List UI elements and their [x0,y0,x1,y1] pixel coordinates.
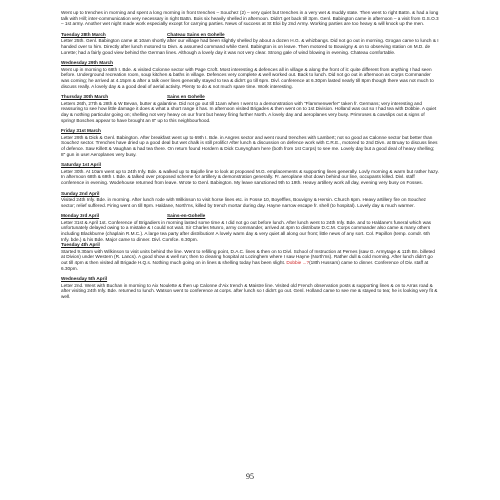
entry-date: Wednesday 29th March [61,60,114,66]
entry-place: Sains-en-Gohelle [167,213,206,219]
entry-text: Visited 24th Infy. Bde. in morning. After lunch rode with Wilkinson to visit horse lines etc. in Fosse 10, Boyeffles, Bouvigny & Hersin. Church 6pm. Heavy artillery fire on Souchez sector; relief suffered. Firing went on till 9pm. Haldane, North'ns, killed by trench mortar during day. Hayne narrow escape fr. shell (to hospital). Lovely day & much warmer. [61,196,427,208]
entry-text: Letter 31st & April 1st. Conference of Brigadiers in morning lasted some time & I did not go out before lunch. After lunch went to 24th Infy. Bde. and to Haldane's funeral which was unfortunately delayed owing to a mistake & I could not wait. Sir Charles Munro, army commander, arrived at 4pm to distribute D.C.M. Corps commander also came & many others including Blackburne (chaplain R.M.C.). A large tea party after distribution! A lovely warm day & very quiet all along our front; little news of any sort. Col. Papillon (temp. comdr. 6th Infy. bde.) & his Bde. Major came to dinner. Divl. Comfce. 6.30pm. [61,219,432,242]
entry-heading [61,213,439,219]
entry-heading [61,191,439,197]
entry-date: Tuesday 28th March [61,32,106,38]
diary-content [61,10,439,305]
page-number: 95 [246,472,254,481]
entry-heading [61,242,439,248]
entry-date: Saturday 1st April [61,162,101,168]
intro-paragraph: Went up to trenches in morning and spent a long morning in front trenches – Souchez (2) – very quiet but trenches in a very wet & muddy state. Then went to right Battn. & had a long talk with Hill; inter-communication very necessary in right Battn. Bois six heavily shelled in afternoon. Didn't get back till 3pm. Genl. Babington came in afternoon – a visit from G.S.O.3 – 1st army. Another wet night made work especially except for carrying parties. News of success at St Eloi by 2nd Army. Working parties are too heavy & will knock up the men. [61,10,439,27]
entry-text [61,249,439,272]
entry-date: Sunday 2nd April [61,190,100,196]
entry-heading [61,94,439,100]
entry-date: Wednesday 5th April [61,276,108,282]
diary-entry [61,242,439,271]
diary-entry [61,60,439,89]
diary-entry [61,32,439,55]
diary-entry [61,191,439,209]
entry-text-part: (18th Hussars) came to dinner. Conference of Div. staff at 6.30pm. [61,260,429,271]
highlighted-name: Dobbie ...? [286,260,310,266]
diary-entry [61,128,439,157]
entry-date: Tuesday 4th April [61,242,100,248]
entry-date: Monday 3rd April [61,213,100,219]
entry-text: Letter 30th. At 10am went up to 24th Infy. Bde. & walked up to Bajolle line to look at proposed M.G. emplacements & supporting lines generally. Lovly morning & warm but rather hazy. In afternoon 68th & 69th I. Bde. & talked over proposed scheme for artillery & demonstration generally. Fr. aeroplane shot down behind our line, occupants killed. Divl. staff conference in evening. Wodehouse returned from leave. Wrote to Genl. Babington. My leave sanctioned 9th to 19th. Heavy artillery work all day, evening very busy on Fosses. [61,168,439,186]
entry-text-part: Started 9.30am with Wilkinson to visit units behind the line. Went to refilling point, D.A.C. lines & then on to Divl. School of Instruction at Pernes (saw G. Armytage & 11th Bn. billeted at Divion) under Western (R. Lancs). A good show & well run; then to clearing hospital at Lozinghem where I saw Hayne (North'ns). Rather dull & cold morning. After lunch didn't go out till 4pm & then visited all Brigade H.Q.s. Nothing much going on in lines & shelling today has been slight. [61,248,435,266]
entry-place: Chateau Sains en Gohelle [167,32,225,38]
diary-entry [61,94,439,123]
entry-heading [61,128,439,134]
entry-place: Sains en Gohelle [167,94,205,100]
diary-entry [61,213,439,242]
diary-entry [61,162,439,185]
entry-text: Letters 26th, 27th & 28th & W Bevan, butter & galantine. Did not go out till 11am when I went to a demonstration with "Flammenwerfer" taken fr. Germans; very interesting and reassuring to see how little damage it does & what a short range it has. In afternoon visited Brigades & then went on to 1st Division. Holland was out so I had tea with Dobbie. A quiet day & nothing particular going on; shelling not very heavy on our front but heavy firing further North. A lovely day and aeroplanes very busy. Primroses & cowslips out & signs of spring! Bosches appear to have brought an 8" up to this neighbourhood. [61,100,437,123]
entry-text: Letter 25th. Genl. Babington came at 10am shortly after our village had been slightly shelled by about a dozen H.G. & whizbangs. Did not go out in morning. Grogan came to lunch & I handed over to him. Directly after lunch motored to Divn. & assumed command while Genl. Babington is on leave. Then motored to Bouvigny & on to observing station on M.D. de Lorette; had a fairly good view behind the German lines. Although a lovely day it was not very clear. Strong gale of wind blowing in evening. Chateau comfortable. [61,38,439,55]
entry-text: Went up in morning to 68th I. Bde. & visited Colonne sector with Page Croft. Most interesting & defences all in village & along the front of it: quite different from anything I had seen before. Underground recreation room, soup kitchen & baths in village. Defences very complete & well worked out. Back to lunch. Did not go out in afternoon as Corps Commander was coming; he arrived at 4.15pm & after a talk over lines generally stayed to tea & didn't go till 6pm. Divl. conference at 6.30pm lasted nearly till 8pm though there was not much to discuss really. A lovely day & a good deal of aerial activity. Plenty to do & not much spare time. Work interesting. [61,66,434,89]
entry-heading [61,32,439,38]
entry-heading [61,276,439,282]
entry-date: Friday 31st March [61,128,101,134]
entry-text: Letter 2nd. Went with Buchan in morning to Aix Noulette & then up Calonne d'Aix trench & Maistre line. Visited old French observation posts & supporting lines & on to Arras road & after visiting 24th Infy. Bde. returned to lunch. Watson went to conference at corps. after lunch so I didn't go out. Genl. Holland came to see me & stayed to tea; he is looking very fit & well. [61,282,438,300]
entry-date: Thursday 30th March [61,94,109,100]
entry-heading [61,162,439,168]
diary-entry [61,276,439,299]
entry-heading [61,60,439,66]
entry-text: Letter 29th & Dick & Genl. Babington. After breakfast went up to 69th I. Bde. in Angres sector and went round trenches with Lambert; not so good as Calonne sector but better than Souchez sector. Trenches have dried up a good deal but wet chalk is still prolific! After lunch & discussion on defence work with C.R.E., motored to 2nd Divn. at Bruay to discuss lines of defence. Saw Killett & Vaughan & had tea there. On return found Hordern & Dick Cunyngham here (both from 1st Corps) to see me. Lovely day but a good deal of heavy shelling; 8" gun in use! Aeroplanes very busy. [61,134,438,157]
